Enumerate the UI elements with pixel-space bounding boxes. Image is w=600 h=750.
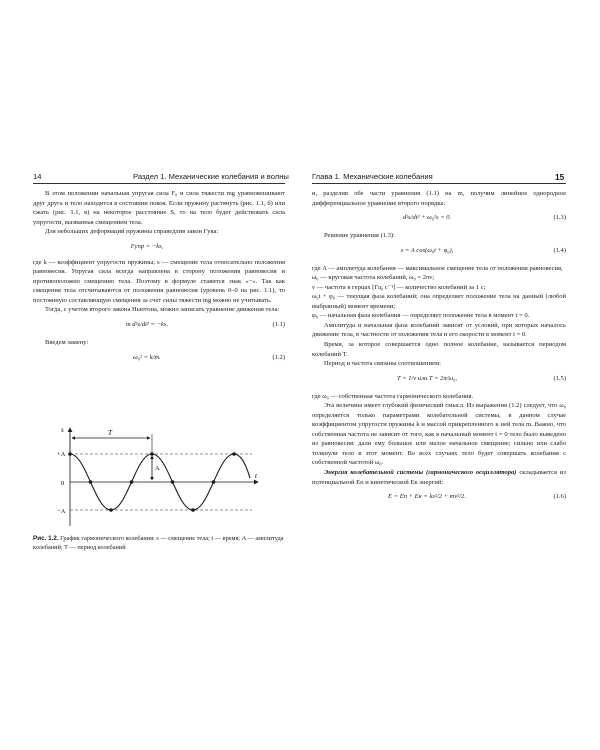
tick-zero: 0	[61, 480, 65, 487]
amplitude-label: A	[155, 465, 160, 472]
energy-text: складывается из потенциальной Eп и кинетической Eк энергий:	[312, 469, 567, 486]
curve-point	[130, 480, 134, 484]
energy-term: Энергия колебательной системы (гармонического осциллятора)	[324, 469, 517, 477]
curve-point	[171, 480, 175, 484]
curve-point	[150, 452, 154, 456]
curve-point	[68, 452, 72, 456]
equation-hooke	[33, 242, 285, 254]
equation-1-6	[312, 492, 566, 506]
equation-number: (1.6)	[553, 493, 566, 501]
equation-formula: d²s/dt² + ω₀²s = 0.	[402, 214, 452, 222]
curve-point	[89, 480, 93, 484]
paragraph: Эта величина имеет глубокий физический смысл. Из выражения (1.2) следует, что ω₀ определяется только параметрами колебательной системы, в данном случае коэффициентом упругости пружины k и массой прикрепленного к ней тела m. Важно, что собственная частота не зависит от того, как в начальный момент t = 0 тело было выведено из равновесия: дали ему большое или малое начальное смещение; сильно или слабо толкнули тело в этот момент. Во всех случаях тело будет совершать колебания с собственной частотой ω₀.	[312, 402, 566, 467]
definition: ν — частота в герцах [Гц, с⁻¹] — количество колебаний за 1 с;	[312, 283, 486, 291]
equation-formula: E = Eп + Eк = ks²/2 + mv²/2.	[388, 493, 466, 501]
equation-1-5	[312, 374, 566, 388]
equation-motion	[33, 320, 285, 334]
period-label: T	[108, 429, 112, 437]
harmonic-oscillation-graph	[52, 422, 270, 530]
left-body	[33, 189, 285, 371]
paragraph: Решение уравнения (1.3):	[324, 232, 395, 240]
running-header-left: Раздел 1. Механические колебания и волны	[133, 172, 289, 181]
equation-number: (1.3)	[553, 214, 566, 222]
paragraph: Введем замену:	[45, 339, 89, 347]
equation-formula: ω₀² = k/m.	[133, 353, 161, 361]
paragraph: Для небольших деформаций пружины справедлив закон Гука:	[45, 228, 219, 236]
paragraph: где ω₀ — собственная частота гармонического колебания.	[312, 392, 474, 400]
tick-minus-a: −A	[57, 508, 66, 515]
equation-1-3	[312, 213, 566, 227]
caption-text: График гармонического колебания: s — смещение тела; t — время; A — амплитуда колебаний; T — период колебаний	[33, 535, 284, 551]
tick-plus-a: +A	[57, 451, 66, 458]
paragraph: Время, за которое совершается одно полное колебание, называется периодом колебаний T.	[312, 341, 566, 358]
paragraph: и, разделив обе части уравнения (1.1) на m, получим линейное однородное дифференциальное уравнение второго порядка:	[312, 190, 566, 207]
paragraph: где k — коэффициент упругости пружины; s — смещение тела относительно положения равновесия. Упругая сила всегда направлена в сторону положения равновесия и противоположно смещению тела. Поэтому в формуле ставится знак «−». Так как смещения тела отсчитываются от положения равновесия (уровень 0–0 на рис. 1.1), то постоянную составляющую смещения за счет силы тяжести mg можно не учитывать.	[33, 258, 285, 304]
definition: ω₀ — круговая частота колебаний, ω₀ = 2πν;	[312, 274, 435, 282]
header-rule-left	[33, 183, 285, 184]
running-header-right: Глава 1. Механические колебания	[312, 172, 433, 181]
page-number-right: 15	[555, 172, 565, 182]
equation-number: (1.2)	[272, 353, 285, 361]
header-rule-right	[312, 183, 566, 184]
paragraph	[312, 468, 566, 487]
equation-formula: Fупр = −ks,	[130, 242, 164, 250]
page-number-left: 14	[33, 172, 42, 181]
equation-1-4	[312, 246, 566, 260]
curve-point	[232, 452, 236, 456]
equation-number: (1.1)	[272, 321, 285, 329]
definition: где A — амплитуда колебания — максимальное смещение тела от положения равновесия,	[312, 264, 563, 272]
right-body	[312, 189, 566, 510]
equation-substitution	[33, 353, 285, 367]
axis-x-label: t	[255, 472, 257, 480]
axis-y-label: s	[61, 426, 64, 434]
paragraph: Тогда, с учетом второго закона Ньютона, можно записать уравнение движения тела:	[45, 306, 280, 314]
curve-point	[191, 508, 195, 512]
definition: φ₀ — начальная фаза колебания — определяет положение тела в момент t = 0.	[312, 312, 530, 320]
figure-caption	[33, 535, 285, 553]
equation-formula: m d²s/dt² = −ks.	[125, 321, 169, 329]
right-page	[300, 0, 600, 750]
curve-point	[212, 480, 216, 484]
curve-point	[109, 508, 113, 512]
equation-number: (1.4)	[553, 246, 566, 254]
equation-formula: s = A cos(ω₀t + φ₀),	[400, 246, 454, 254]
paragraph: В этом положении начальная упругая сила F₀ и сила тяжести mg уравновешивают друг друга и тело находится в состоянии покоя. Если пружину растянуть (рис. 1.1, б) или сжать (рис. 1.1, в) на некоторое расстояние S, то на тело будет действовать сила упругости, вызванная смещением тела.	[33, 190, 285, 226]
equation-formula: T = 1/ν или T = 2π/ω₀,	[396, 374, 457, 382]
definition: ω₀t + φ₀ — текущая фаза колебаний; она определяет положение тела на данный (любой выбранный) момент времени;	[312, 293, 566, 310]
paragraph: Амплитуда и начальная фаза колебаний зависят от условий, при которых началось движение тела, в частности от положения тела и его скорости в момент t = 0.	[312, 321, 566, 339]
caption-label: Рис. 1.2.	[33, 535, 59, 542]
paragraph: Период и частота связаны соотношением:	[324, 360, 441, 368]
equation-number: (1.5)	[553, 374, 566, 382]
